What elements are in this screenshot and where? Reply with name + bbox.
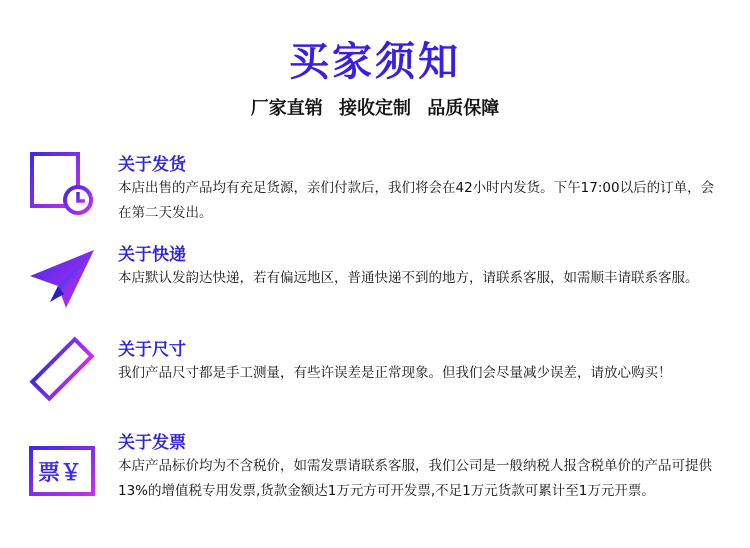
section-heading: 关于发票 (118, 433, 186, 453)
section-heading: 关于快递 (118, 245, 186, 265)
page-title: 买家须知 (289, 39, 461, 85)
order-document-clock-icon (28, 150, 96, 218)
section-text: 我们产品尺寸都是手工测量，有些许误差是正常现象。但我们会尽量减少误差，请放心购买！ (118, 365, 672, 381)
paper-plane-icon (28, 246, 96, 314)
ruler-icon (28, 335, 96, 403)
invoice-icon (28, 438, 96, 506)
page-subtitle: 厂家直销 接收定制 品质保障 (250, 98, 500, 119)
section-heading: 关于尺寸 (118, 340, 186, 360)
section-heading: 关于发货 (118, 155, 186, 175)
section-text: 本店产品标价均为不含税价，如需发票请联系客服，我们公司是一般纳税人报含税单价的产品可提供13%的增值税专用发票,货款金额达1万元方可开发票,不足1万元货款可累计至1万元开票。 (118, 458, 712, 499)
section-text: 本店出售的产品均有充足货源，亲们付款后，我们将会在42小时内发货。下午17:00以后的订单，会在第二天发出。 (118, 180, 715, 221)
svg-text:票￥: 票￥ (38, 461, 83, 486)
section-text: 本店默认发韵达快递，若有偏远地区，普通快递不到的地方，请联系客服，如需顺丰请联系客服。 (118, 270, 699, 286)
